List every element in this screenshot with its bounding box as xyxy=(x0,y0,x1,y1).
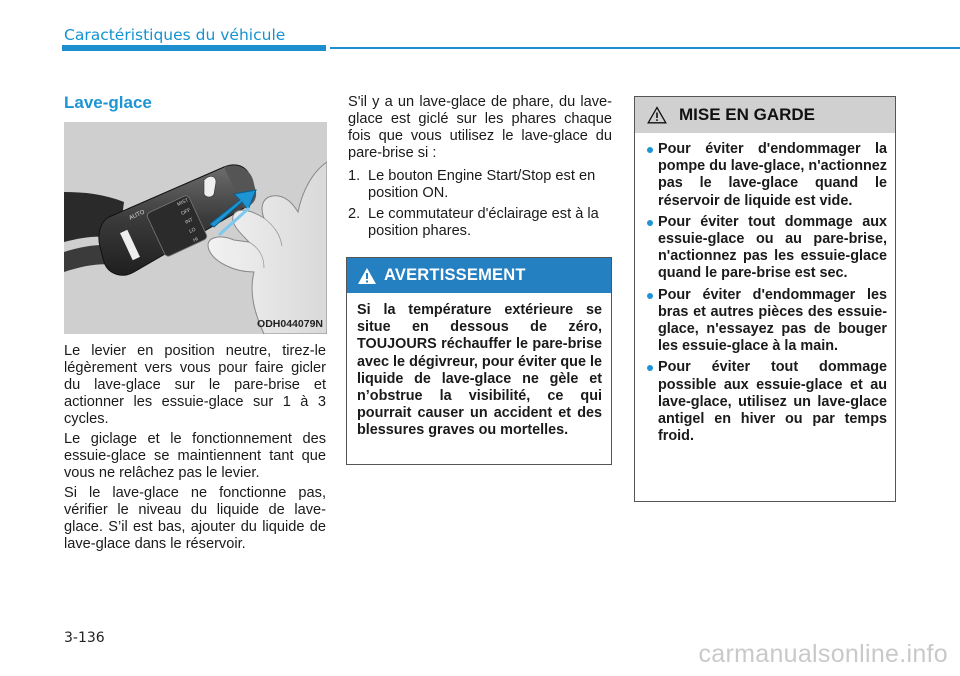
caution-title: MISE EN GARDE xyxy=(679,105,816,124)
condition-text: Le commutateur d'éclairage est à la position phares. xyxy=(368,206,599,240)
condition-number: 2. xyxy=(348,206,361,222)
section-header: Caractéristiques du véhicule xyxy=(64,26,286,44)
wiper-stalk-drawing xyxy=(64,122,327,334)
caution-header xyxy=(635,97,895,133)
caution-bullet-text: Pour éviter tout dommage possible aux essuie-glace et au lave-glace, utilisez un lave-glace antigel en hiver ou par temps froid. xyxy=(658,359,887,445)
stalk-mark-5: HI xyxy=(192,236,200,244)
warning-title: AVERTISSEMENT xyxy=(384,266,526,284)
caution-triangle-icon xyxy=(647,106,667,124)
stalk-mark-3: INT xyxy=(184,216,195,226)
bullet-dot xyxy=(647,365,653,371)
caution-bullet xyxy=(647,359,887,445)
bullet-dot xyxy=(647,293,653,299)
stalk-mark-2: OFF xyxy=(180,207,192,217)
warning-triangle-icon xyxy=(357,267,377,285)
warning-header xyxy=(347,258,611,293)
caution-box xyxy=(634,96,896,502)
page-number: 3-136 xyxy=(64,630,105,646)
condition-text: Le bouton Engine Start/Stop est en position ON. xyxy=(368,168,596,202)
warning-box xyxy=(346,257,612,465)
bullet-dot xyxy=(647,147,653,153)
paragraph-1: Le levier en position neutre, tirez-le légèrement vers vous pour faire gicler du lave-glace sur le pare-brise et actionner les essuie-glace sur 1 à 3 cycles. xyxy=(64,343,326,428)
stalk-auto-label: AUTO xyxy=(128,209,146,222)
caution-bullet xyxy=(647,141,887,210)
warning-text: Si la température extérieure se situe en dessous de zéro, TOUJOURS réchauffer le pare-brise avec le dégivreur, pour éviter que le liquide de lave-glace ne gèle et n’obstrue la visibilité, ce qui pourrait causer un accident et des blessures graves ou mortelles. xyxy=(357,302,602,439)
caution-bullet xyxy=(647,214,887,283)
stalk-mark-1: MIST xyxy=(176,197,190,208)
paragraph-3: Si le lave-glace ne fonctionne pas, vérifier le niveau du liquide de lave-glace. S’il est bas, ajouter du liquide de lave-glace dans le réservoir. xyxy=(64,485,326,553)
headlamp-washer-intro: S'il y a un lave-glace de phare, du lave-glace est giclé sur les phares chaque fois que vous utilisez le lave-glace du pare-brise si : xyxy=(348,94,612,162)
header-rule-thin xyxy=(330,47,960,49)
paragraph-2: Le giclage et le fonctionnement des essuie-glace se maintiennent tant que vous ne relâchez pas le levier. xyxy=(64,431,326,482)
caution-bullet-text: Pour éviter d'endommager les bras et autres pièces des essuie-glace, n'essayez pas de bouger les essuie-glace à la main. xyxy=(658,286,887,355)
bullet-dot xyxy=(647,220,653,226)
wiper-stalk-illustration xyxy=(64,122,327,334)
section-title: Lave-glace xyxy=(64,93,152,112)
caution-bullet-text: Pour éviter d'endommager la pompe du lave-glace, n'actionnez pas le lave-glace quand le réservoir de liquide est vide. xyxy=(658,141,887,209)
caution-body xyxy=(635,133,895,445)
caution-bullet xyxy=(647,287,887,356)
condition-item-1 xyxy=(348,168,612,202)
condition-item-2 xyxy=(348,206,612,240)
stalk-mark-4: LO xyxy=(188,226,197,235)
header-rule-thick xyxy=(62,45,326,51)
condition-number: 1. xyxy=(348,168,361,184)
figure-code: ODH044079N xyxy=(257,318,323,330)
watermark: carmanualsonline.info xyxy=(698,640,948,668)
caution-bullet-text: Pour éviter tout dommage aux essuie-glace ou au pare-brise, n'actionnez pas les essuie-glace quand le pare-brise est sec. xyxy=(658,213,887,282)
